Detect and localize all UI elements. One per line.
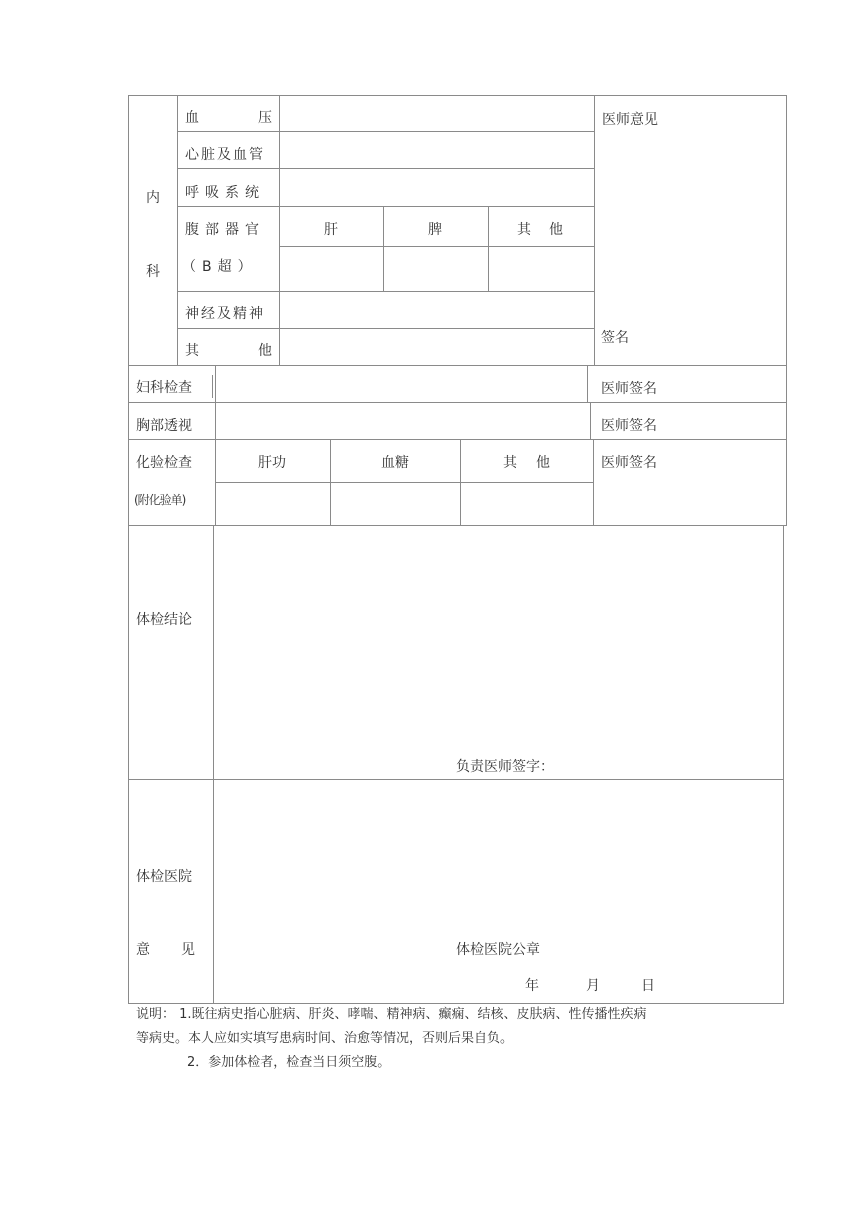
table-border-top <box>128 95 787 96</box>
hospital-seal-label: 体检医院公章 <box>456 942 540 958</box>
divider <box>177 206 594 207</box>
divider <box>215 482 593 483</box>
note-line-1: 说明： 1.既往病史指心脏病、肝炎、哮喘、精神病、癫痫、结核、皮肤病、性传播性疾病 <box>136 1007 647 1022</box>
respiratory-field[interactable] <box>281 170 593 205</box>
divider <box>594 95 595 365</box>
neuro-psych-label: 神经及精神 <box>185 306 265 322</box>
exam-conclusion-label: 体检结论 <box>136 612 192 628</box>
gyn-exam-field[interactable] <box>217 367 586 401</box>
blood-pressure-label-b: 压 <box>258 110 272 126</box>
respiratory-label: 呼吸系统 <box>185 185 265 201</box>
hospital-opinion-field[interactable] <box>215 781 782 931</box>
hospital-opinion-label: 体检医院 <box>136 869 192 885</box>
internal-section-label-bottom: 科 <box>146 264 160 280</box>
note-line-3: 2．参加体检者，检查当日须空腹。 <box>187 1055 391 1070</box>
divider <box>330 439 331 525</box>
hospital-opinion-label-jian: 见 <box>181 942 195 958</box>
other-header-b: 他 <box>549 222 563 238</box>
divider <box>128 402 787 403</box>
spleen-field[interactable] <box>385 248 487 290</box>
divider <box>590 402 591 439</box>
divider <box>177 131 594 132</box>
responsible-doctor-sign-label: 负责医师签字： <box>456 759 554 775</box>
divider <box>177 328 594 329</box>
table-border-right <box>786 95 787 525</box>
lab-doctor-sign-label: 医师签名 <box>601 455 657 471</box>
hospital-opinion-label-yi: 意 <box>136 942 150 958</box>
abdomen-label: 腹部器官 <box>185 222 265 238</box>
internal-other-label-a: 其 <box>185 343 199 359</box>
date-year-label: 年 <box>525 978 539 994</box>
divider <box>215 365 216 525</box>
exam-conclusion-field[interactable] <box>215 527 782 747</box>
divider <box>212 375 213 398</box>
divider <box>213 525 214 1004</box>
doctor-opinion-label: 医师意见 <box>602 112 658 128</box>
divider <box>460 439 461 525</box>
internal-section-label-top: 内 <box>146 190 160 206</box>
lab-test-label: 化验检查 <box>136 455 192 471</box>
liver-field[interactable] <box>281 248 382 290</box>
divider <box>279 95 280 365</box>
divider <box>177 95 178 365</box>
abdomen-other-field[interactable] <box>490 248 593 290</box>
gyn-exam-label: 妇科检查 <box>136 380 192 396</box>
divider <box>128 779 783 780</box>
liver-function-field[interactable] <box>217 484 329 524</box>
spleen-header: 脾 <box>428 222 442 238</box>
divider <box>279 246 594 247</box>
chest-xray-label: 胸部透视 <box>136 418 192 434</box>
liver-header: 肝 <box>324 222 338 238</box>
doctor-opinion-field[interactable] <box>596 132 785 320</box>
chest-xray-field[interactable] <box>217 404 589 438</box>
b-ultrasound-label: （B超） <box>182 259 258 275</box>
internal-other-field[interactable] <box>281 330 593 364</box>
blood-glucose-field[interactable] <box>332 484 459 524</box>
table-border-left <box>128 95 129 1004</box>
date-month-label: 月 <box>586 978 600 994</box>
divider <box>383 206 384 291</box>
divider <box>177 291 594 292</box>
blood-glucose-header: 血糖 <box>381 455 409 471</box>
liver-function-header: 肝功 <box>258 455 286 471</box>
lab-other-field[interactable] <box>462 484 592 524</box>
internal-other-label-b: 他 <box>258 343 272 359</box>
note-line-2: 等病史。本人应如实填写患病时间、治愈等情况，否则后果自负。 <box>136 1031 514 1046</box>
table-border-bottom <box>128 1003 783 1004</box>
lab-other-header-a: 其 <box>503 455 517 471</box>
divider <box>177 168 594 169</box>
chest-doctor-sign-label: 医师签名 <box>601 418 657 434</box>
divider <box>488 206 489 291</box>
lab-attachment-note: (附化验单) <box>134 493 186 507</box>
internal-sign-label: 签名 <box>601 330 629 346</box>
gyn-doctor-sign-label: 医师签名 <box>601 381 657 397</box>
heart-vessel-field[interactable] <box>281 133 593 167</box>
blood-pressure-label-a: 血 <box>185 110 199 126</box>
table-border-right-lower <box>783 525 784 1004</box>
date-day-label: 日 <box>641 978 655 994</box>
divider <box>587 365 588 402</box>
heart-vessel-label: 心脏及血管 <box>185 147 265 163</box>
lab-other-header-b: 他 <box>536 455 550 471</box>
divider <box>593 439 594 525</box>
blood-pressure-field[interactable] <box>281 97 593 130</box>
neuro-psych-field[interactable] <box>281 293 593 327</box>
divider <box>128 365 787 366</box>
divider <box>128 439 787 440</box>
other-header-a: 其 <box>517 222 531 238</box>
divider <box>128 525 787 526</box>
